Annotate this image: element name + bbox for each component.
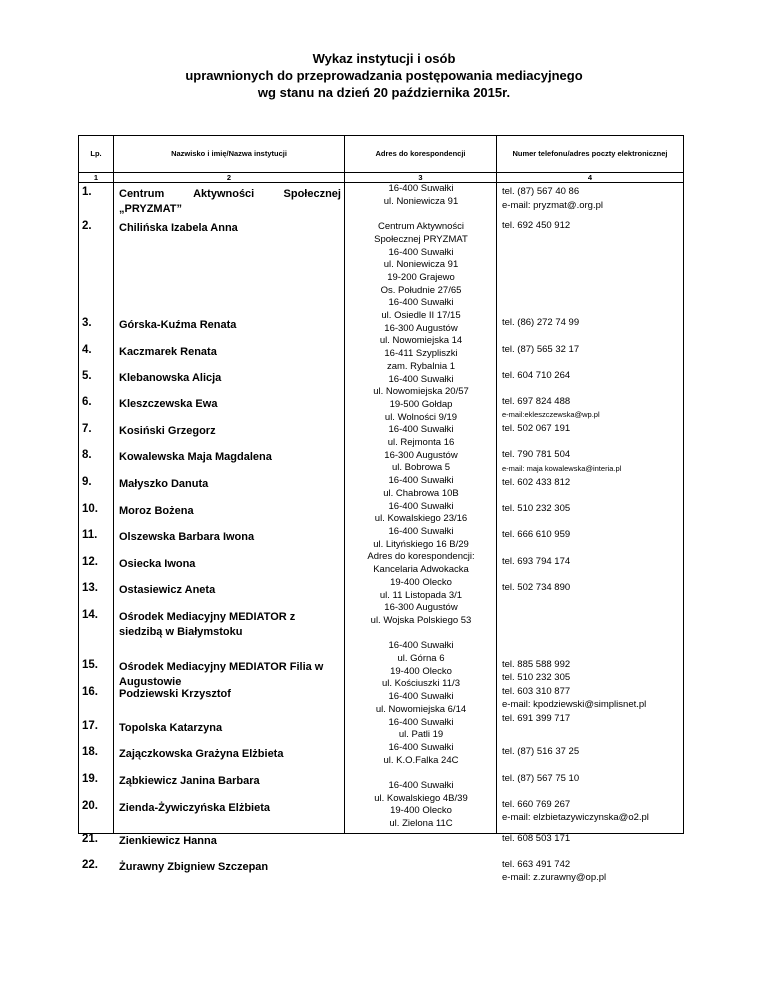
entry-number: 16.: [82, 686, 98, 698]
contact-line: tel. (87) 567 75 10: [502, 773, 580, 784]
entry-number: 2.: [82, 220, 92, 232]
header-address: Adres do korespondencji: [345, 136, 497, 173]
contact-line: tel. 663 491 742: [502, 859, 571, 870]
col-number-4: 4: [497, 173, 684, 183]
entry-name: Kleszczewska Ewa: [119, 398, 218, 410]
address-line: 16-300 Augustów: [384, 449, 458, 461]
address-line: ul. Zielona 11C: [389, 818, 453, 830]
contact-line: tel. 602 433 812: [502, 477, 571, 488]
col-number-3: 3: [345, 173, 497, 183]
address-line: ul. Chabrowa 10B: [383, 487, 459, 499]
contact-line: tel. 603 310 877: [502, 686, 571, 697]
entry-number: 21.: [82, 833, 98, 845]
address-line: 16-400 Suwałki: [388, 246, 454, 258]
entry-number: 6.: [82, 396, 92, 408]
address-line: [345, 628, 497, 641]
title-line-3: wg stanu na dzień 20 października 2015r.: [257, 85, 511, 100]
col-number-1: 1: [79, 173, 114, 183]
contact-line: tel. (87) 565 32 17: [502, 344, 580, 355]
entry-name: Klebanowska Alicja: [119, 372, 222, 384]
entry-name: Kowalewska Maja Magdalena: [119, 451, 272, 463]
entry-name: Topolska Katarzyna: [119, 722, 223, 734]
entry-name: Zienda-Żywiczyńska Elżbieta: [119, 802, 270, 814]
address-line: ul. Kościuszki 11/3: [382, 678, 460, 690]
contact-line: tel. 660 769 267: [502, 799, 571, 810]
entry-number: 12.: [82, 556, 98, 568]
address-line: 16-400 Suwałki: [388, 297, 454, 309]
contact-line: tel. 510 232 305: [502, 503, 571, 514]
name-column: [114, 183, 345, 873]
address-line: Społecznej PRYZMAT: [374, 233, 468, 245]
entry-number: 11.: [82, 529, 98, 541]
entry-number: 19.: [82, 773, 98, 785]
lp-column: [79, 183, 114, 871]
address-line: ul. Noniewicza 91: [383, 259, 459, 271]
entry-name: Zajączkowska Grażyna Elżbieta: [119, 748, 284, 760]
table-body-row: [79, 183, 684, 834]
entry-number: 13.: [82, 582, 98, 594]
contact-line: tel. 666 610 959: [502, 529, 571, 540]
column-number-row: [79, 173, 684, 183]
contact-line: e-mail: z.zurawny@op.pl: [502, 872, 607, 883]
address-line: ul. Osiedle II 17/15: [381, 310, 461, 322]
address-line: ul. Nowomiejska 14: [379, 335, 463, 347]
entry-number: 7.: [82, 423, 92, 435]
entry-name: Ząbkiewicz Janina Barbara: [119, 775, 260, 787]
contact-line: e-mail: maja kowalewska@interia.pl: [502, 464, 622, 473]
entry-number: 9.: [82, 476, 92, 488]
address-line: ul. Górna 6: [397, 653, 445, 665]
header-contact: Numer telefonu/adres poczty elektronicznej: [497, 136, 684, 173]
entry-name: Ostasiewicz Aneta: [119, 584, 216, 596]
address-line: ul. 11 Listopada 3/1: [379, 589, 463, 601]
address-line: ul. Kowalskiego 23/16: [374, 513, 468, 525]
contact-line: tel. 692 450 912: [502, 220, 571, 231]
address-line: 16-400 Suwałki: [388, 373, 454, 385]
header-name: Nazwisko i imię/Nazwa instytucji: [114, 136, 345, 173]
contact-line: tel. 697 824 488: [502, 396, 571, 407]
mediators-table: [78, 135, 684, 883]
entry-name: Osiecka Iwona: [119, 558, 196, 570]
entry-name: Ośrodek Mediacyjny MEDIATOR Filia w Augustowie: [119, 661, 324, 688]
address-line: 19-500 Gołdap: [389, 398, 453, 410]
address-line: Centrum Aktywności: [377, 221, 465, 233]
address-line: 16-400 Suwałki: [388, 716, 454, 728]
entry-number: 18.: [82, 746, 98, 758]
title-line-1: Wykaz instytucji i osób: [312, 51, 456, 66]
contact-line: e-mail: elzbietazywiczynska@o2.pl: [502, 812, 649, 823]
entry-number: 5.: [82, 370, 92, 382]
contact-line: e-mail: pryzmat@.org.pl: [502, 200, 603, 211]
address-line: 16-300 Augustów: [384, 602, 458, 614]
address-line: 16-400 Suwałki: [388, 183, 454, 194]
entry-name: Żurawny Zbigniew Szczepan: [119, 861, 269, 873]
entry-name: Górska-Kuźma Renata: [119, 319, 237, 331]
entry-name: Kaczmarek Renata: [119, 346, 217, 358]
entry-name: Ośrodek Mediacyjny MEDIATOR z siedzibą w Białymstoku: [119, 611, 296, 638]
address-line: 19-400 Olecko: [390, 805, 452, 817]
entry-name: Podziewski Krzysztof: [119, 688, 231, 700]
address-line: 16-400 Suwałki: [388, 500, 454, 512]
address-line: 16-400 Suwałki: [388, 525, 454, 537]
address-line: ul. Noniewicza 91: [383, 195, 459, 207]
entry-number: 15.: [82, 659, 98, 671]
address-line: 16-400 Suwałki: [388, 691, 454, 703]
contact-line: tel. 510 232 305: [502, 672, 571, 683]
entry-name: Olszewska Barbara Iwona: [119, 531, 255, 543]
entry-number: 4.: [82, 344, 92, 356]
entry-name: Kosiński Grzegorz: [119, 425, 216, 437]
entry-name: Chilińska Izabela Anna: [119, 222, 238, 234]
title-line-2: uprawnionych do przeprowadzania postępowania mediacyjnego: [185, 68, 583, 83]
contact-line: tel. (87) 516 37 25: [502, 746, 580, 757]
contact-line: e-mail:ekleszczewska@wp.pl: [502, 410, 600, 419]
address-line: Kancelaria Adwokacka: [373, 564, 469, 576]
contact-line: tel. (87) 567 40 86: [502, 186, 580, 197]
entry-number: 17.: [82, 720, 98, 732]
entry-name: Moroz Bożena: [119, 505, 194, 517]
entry-number: 8.: [82, 449, 92, 461]
address-line: 16-400 Suwałki: [388, 424, 454, 436]
address-line: 16-300 Augustów: [384, 322, 458, 334]
contact-line: tel. 608 503 171: [502, 833, 571, 844]
address-line: 16-400 Suwałki: [388, 741, 454, 753]
entry-number: 10.: [82, 503, 98, 515]
col-number-2: 2: [114, 173, 345, 183]
contact-line: tel. 604 710 264: [502, 370, 571, 381]
address-line: 16-400 Suwałki: [388, 780, 454, 792]
address-line: 16-400 Suwałki: [388, 475, 454, 487]
contact-line: tel. 691 399 717: [502, 713, 571, 724]
address-line: zam. Rybalnia 1: [386, 360, 456, 372]
address-line: 19-200 Grajewo: [387, 271, 455, 283]
address-line: 16-411 Szypliszki: [384, 348, 458, 360]
address-line: 19-400 Olecko: [390, 665, 452, 677]
contact-line: tel. (86) 272 74 99: [502, 317, 580, 328]
address-column: [345, 183, 497, 834]
contact-line: tel. 502 734 890: [502, 582, 571, 593]
address-line: [345, 767, 497, 780]
address-line: ul. Lityńskiego 16 B/29: [373, 538, 469, 550]
entry-number: 3.: [82, 317, 92, 329]
address-line: [345, 208, 497, 221]
contact-line: tel. 693 794 174: [502, 556, 571, 567]
address-line: ul. Patli 19: [398, 729, 444, 741]
contact-line: tel. 502 067 191: [502, 423, 571, 434]
contact-line: tel. 790 781 504: [502, 449, 571, 460]
address-line: ul. Bobrowa 5: [391, 462, 451, 474]
address-line: 19-400 Olecko: [390, 576, 452, 588]
address-line: ul. Wojska Polskiego 53: [370, 614, 472, 626]
entry-number: 22.: [82, 859, 98, 871]
address-line: ul. Wolności 9/19: [384, 411, 458, 423]
entry-number: 1.: [82, 186, 92, 198]
address-line: ul. Nowomiejska 20/57: [373, 386, 469, 398]
entry-number: 20.: [82, 800, 98, 812]
entry-name: Centrum Aktywności Społecznej „PRYZMAT”: [119, 188, 341, 215]
header-lp: Lp.: [79, 136, 114, 173]
address-line: ul. Rejmonta 16: [387, 437, 455, 449]
header-row: [79, 136, 684, 173]
address-line: ul. K.O.Falka 24C: [383, 754, 459, 766]
contact-line: tel. 885 588 992: [502, 659, 571, 670]
address-line: ul. Nowomiejska 6/14: [375, 703, 467, 715]
address-line: Os. Południe 27/65: [380, 284, 462, 296]
entry-number: 14.: [82, 609, 98, 621]
address-line: 16-400 Suwałki: [388, 640, 454, 652]
entry-name: Zienkiewicz Hanna: [119, 835, 217, 847]
address-line: ul. Kowalskiego 4B/39: [374, 792, 468, 804]
contact-column: [497, 183, 684, 883]
address-line: Adres do korespondencji:: [367, 551, 475, 563]
entry-name: Małyszko Danuta: [119, 478, 209, 490]
document-title: [0, 50, 768, 101]
contact-line: e-mail: kpodziewski@simplisnet.pl: [502, 699, 647, 710]
